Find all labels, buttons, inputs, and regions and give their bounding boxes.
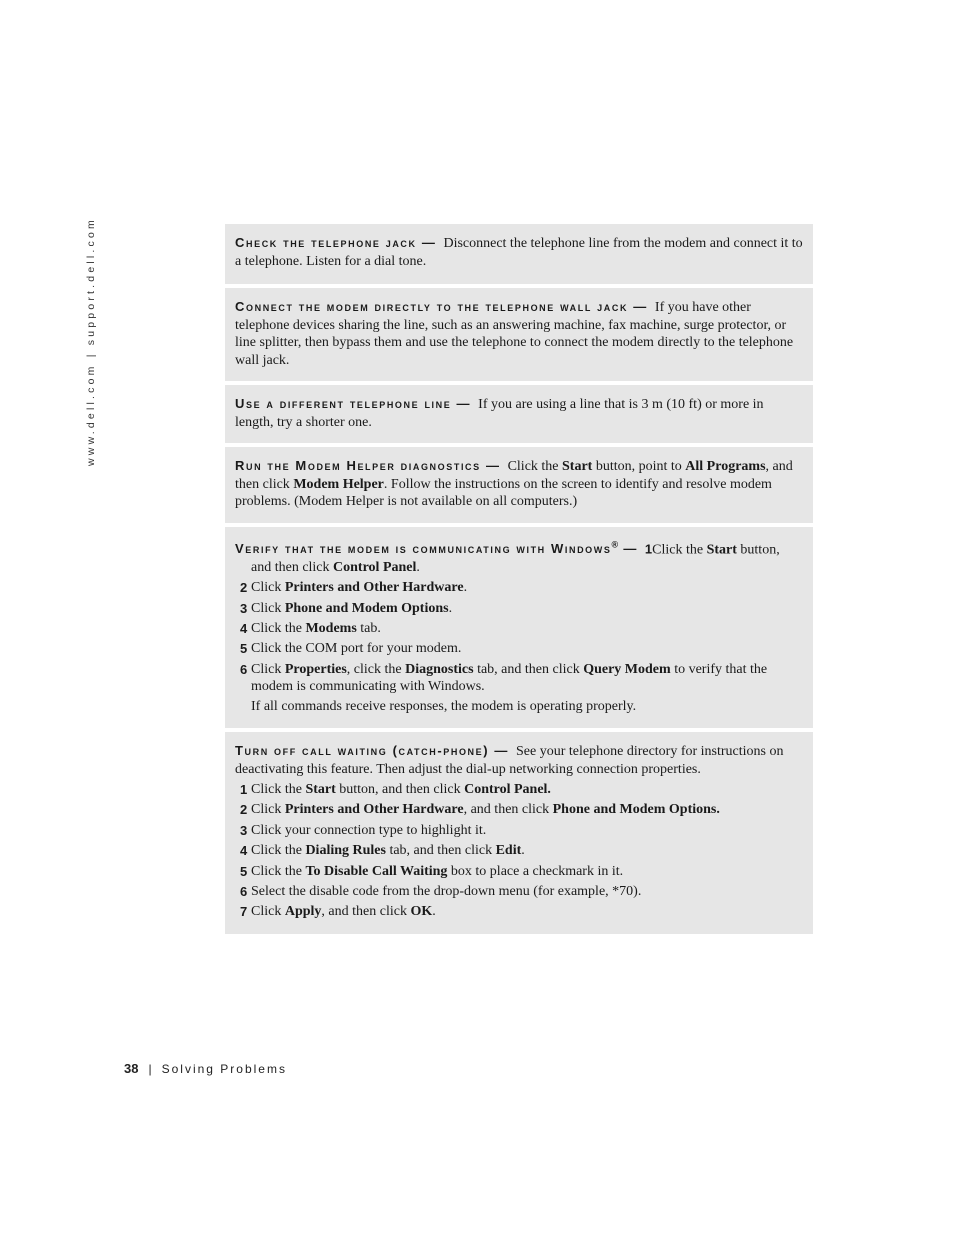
text-fragment: Click your connection type to highlight it. — [251, 822, 487, 838]
section-connect-wall-jack — [225, 288, 813, 381]
text-fragment: Select the disable code from the drop-down menu (for example, *70). — [251, 883, 642, 899]
ui-term-start: Start — [562, 459, 593, 474]
list-item — [235, 600, 803, 618]
text-fragment: Click — [251, 904, 285, 920]
text-fragment: Click the — [251, 843, 306, 859]
text-fragment: Click the — [507, 459, 563, 474]
list-item — [235, 863, 803, 881]
step-number: 4 — [240, 621, 248, 637]
heading-dash: — — [618, 541, 638, 557]
ui-term: Dialing Rules — [305, 843, 386, 859]
sidebar-url: www.dell.com | support.dell.com — [85, 217, 97, 466]
text-fragment: , click the — [346, 661, 406, 677]
list-item — [235, 801, 803, 819]
text-fragment: Click the — [652, 542, 707, 558]
list-item — [235, 579, 803, 597]
text-fragment: . Follow the instructions on the screen to identify and resolve modem problems. (Modem Helper is not available on all computers.) — [235, 476, 772, 510]
step-number: 3 — [240, 600, 248, 616]
list-item — [235, 640, 803, 658]
text-fragment: button, and then click — [335, 781, 465, 797]
step-number: 2 — [240, 802, 248, 818]
text-fragment: Click the — [251, 863, 306, 879]
ui-term: Edit — [495, 843, 522, 859]
step-number: 6 — [240, 661, 248, 677]
ui-term: Printers and Other Hardware — [284, 802, 464, 818]
list-item — [235, 883, 803, 901]
step-number: 3 — [240, 822, 248, 838]
step-number: 1 — [240, 781, 248, 797]
text-fragment: , and then click — [463, 802, 553, 818]
result-note: If all commands receive responses, the modem is operating properly. — [251, 699, 637, 715]
step-number: 6 — [240, 883, 248, 899]
ui-term: Modems — [305, 621, 357, 637]
page-footer — [124, 1061, 287, 1076]
text-fragment: Click the — [251, 781, 306, 797]
ui-term: To Disable Call Waiting — [305, 863, 448, 879]
section-heading: Run the Modem Helper diagnostics — — [235, 458, 501, 473]
list-item — [235, 822, 803, 840]
section-call-waiting — [225, 732, 813, 934]
list-item — [235, 842, 803, 860]
list-item — [235, 620, 803, 638]
list-item — [235, 903, 803, 921]
ui-term-all-programs: All Programs — [685, 459, 766, 474]
footer-separator: | — [148, 1062, 152, 1076]
ui-term: Properties — [284, 661, 347, 677]
ui-term-start: Start — [706, 542, 737, 558]
ui-term: Control Panel. — [464, 781, 551, 797]
heading-text: Verify that the modem is communicating with Windows — [235, 541, 612, 557]
step-number: 1 — [644, 541, 653, 557]
step-number: 2 — [240, 580, 248, 596]
text-fragment: tab, and then click — [473, 661, 584, 677]
page-number: 38 — [124, 1061, 139, 1076]
list-item — [235, 781, 803, 799]
text-fragment: , and then click — [321, 904, 411, 920]
section-modem-helper — [225, 447, 813, 523]
section-name: Solving Problems — [161, 1062, 287, 1076]
text-fragment: tab, and then click — [385, 843, 496, 859]
ui-term: Query Modem — [583, 661, 671, 677]
ui-term: Phone and Modem Options — [284, 600, 449, 616]
text-fragment: Click — [251, 600, 285, 616]
step-number: 4 — [240, 843, 248, 859]
section-body: If you are using a line that is 3 m (10 ft) or more in length, try a shorter one. — [235, 397, 764, 430]
ui-term: Start — [305, 781, 336, 797]
text-fragment: Click the COM port for your modem. — [251, 641, 462, 657]
text-fragment: . — [432, 904, 436, 920]
text-fragment: button, point to — [592, 459, 686, 474]
section-body: If you have other telephone devices sharing the line, such as an answering machine, fax machine, surge protector, or line splitter, then bypass them and use the telephone to connect the modem directly to the telephone wall jack. — [235, 300, 794, 368]
section-heading: Use a different telephone line — — [235, 396, 472, 411]
text-fragment: Click — [251, 661, 285, 677]
text-fragment: . — [463, 580, 468, 596]
section-different-line — [225, 385, 813, 443]
text-fragment: . — [416, 559, 420, 575]
list-item — [235, 661, 803, 696]
ui-term: Phone and Modem Options. — [552, 802, 720, 818]
text-fragment: Click — [251, 580, 285, 596]
section-body: See your telephone directory for instructions on deactivating this feature. Then adjust the dial-up networking connection properties. — [235, 744, 784, 777]
section-check-telephone-jack — [225, 224, 813, 284]
section-body: Disconnect the telephone line from the modem and connect it to a telephone. Listen for a dial tone. — [235, 236, 803, 269]
text-fragment: Click — [251, 802, 285, 818]
text-fragment: to verify that the modem is communicating with Windows. — [251, 661, 768, 695]
text-fragment: button, and then click — [251, 542, 780, 575]
ui-term: OK — [410, 904, 433, 920]
step-number: 5 — [240, 641, 248, 657]
section-heading: Connect the modem directly to the telephone wall jack — — [235, 299, 648, 314]
verify-heading-step-1 — [235, 537, 803, 577]
ui-term: Printers and Other Hardware — [284, 580, 464, 596]
ui-term-control-panel: Control Panel — [333, 559, 417, 575]
ui-term: Apply — [284, 904, 322, 920]
registered-mark: ® — [611, 540, 619, 550]
section-verify-modem — [225, 527, 813, 728]
text-fragment: tab. — [356, 621, 381, 637]
ui-term: Diagnostics — [405, 661, 474, 677]
text-fragment: , and then click — [235, 459, 793, 492]
step-number: 5 — [240, 863, 248, 879]
text-fragment: Click the — [251, 621, 306, 637]
ui-term-modem-helper: Modem Helper — [293, 476, 384, 492]
text-fragment: . — [521, 843, 525, 859]
section-intro — [235, 742, 803, 778]
section-heading — [235, 541, 638, 556]
step-number: 7 — [240, 904, 248, 920]
text-fragment: . — [448, 600, 453, 616]
section-heading: Turn off call waiting (catch-phone) — — [235, 743, 510, 758]
section-heading: Check the telephone jack — — [235, 235, 437, 250]
text-fragment: box to place a checkmark in it. — [447, 863, 624, 879]
